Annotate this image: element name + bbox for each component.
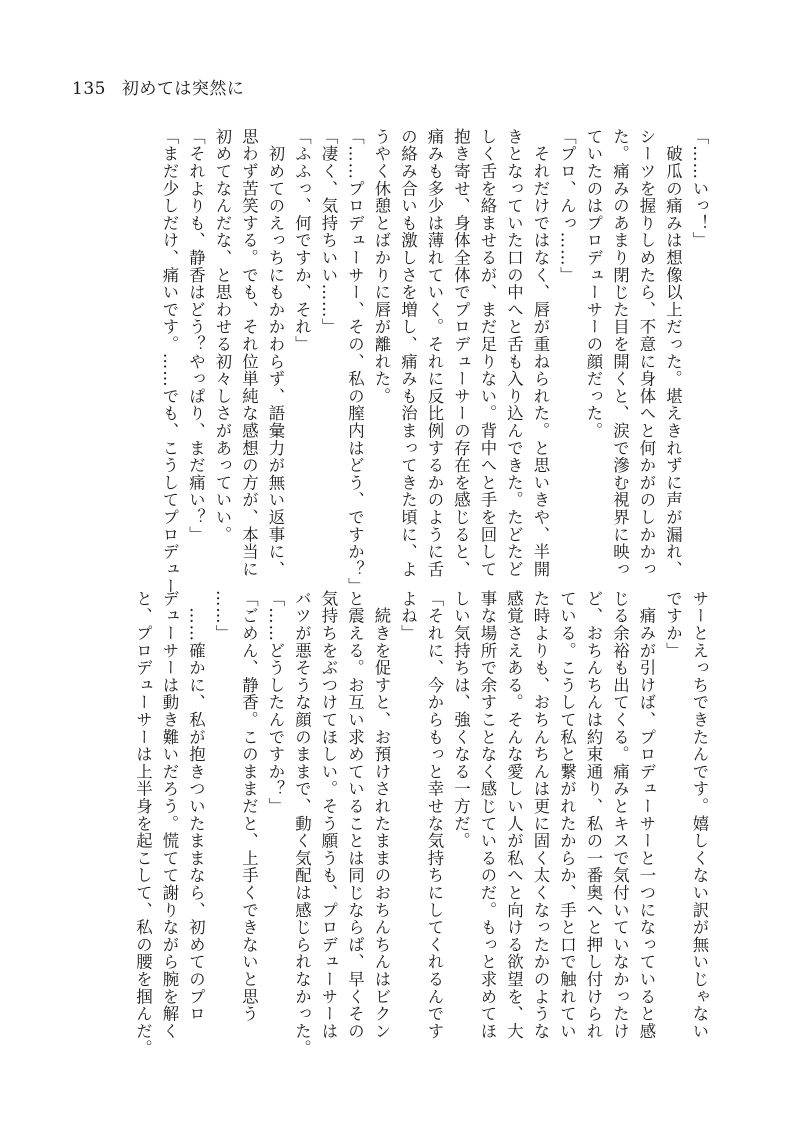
text-line: よね」: [398, 590, 418, 642]
text-line: 続きを促すと、お預けされたままのおちんちんはビクン: [372, 590, 391, 1040]
text-line: それだけではなく、唇が重ねられた。と思いきや、半開: [531, 128, 550, 578]
text-line: 抱き寄せ、身体全体でプロデューサーの存在を感じると、: [451, 128, 471, 578]
text-line: しく舌を絡ませるが、まだ足りない。背中へと手を回して: [478, 128, 497, 578]
text-line: 破瓜の痛みは想像以上だった。堪えきれずに声が漏れ、: [663, 128, 683, 578]
text-line: シーツを握りしめたら、不意に身体へと何かがのしかかっ: [637, 128, 656, 578]
text-line: 初めてのえっちにもかかわらず、語彙力が無い返事に、: [266, 128, 285, 578]
text-line: と、プロデューサーは上半身を起こして、私の腰を掴んだ。: [133, 590, 153, 1058]
text-line: 「まだ少しだけ、痛いです。……でも、こうしてプロデュー: [160, 128, 179, 596]
text-line: た時よりも、おちんちんは更に固く太くなったかのような: [531, 590, 550, 1040]
text-line: 「……どうしたんですか？」: [266, 590, 285, 815]
text-line: じる余裕も出てくる。痛みとキスで気付いていなかったけ: [610, 590, 630, 1040]
lower-text-block: [129, 590, 712, 1058]
upper-text-block: [156, 128, 713, 596]
text-line: バツが悪そうな顔のままで、動く気配は感じられなかった。: [292, 590, 312, 1058]
chapter-title: 初めては突然に: [121, 79, 245, 99]
text-line: 「ごめん、静香。このままだと、上手くできないと思う: [239, 590, 259, 1023]
text-line: ていたのはプロデューサーの顔だった。: [584, 128, 603, 440]
text-line: きとなっていた口の中へと舌も入り込んできた。たどたど: [504, 128, 524, 578]
text-line: 「プロ、んっ……」: [557, 128, 577, 284]
text-line: 「それよりも、静香はどう？やっぱり、まだ痛い？」: [186, 128, 206, 544]
text-line: しい気持ちは、強くなる一方だ。: [451, 590, 471, 850]
text-line: ……」: [213, 590, 232, 642]
text-line: ……確かに、私が抱きついたままなら、初めてのプロ: [186, 590, 206, 1023]
running-header: [72, 74, 244, 99]
text-line: 事な場所で余すことなく感じているのだ。もっと求めてほ: [478, 590, 497, 1040]
text-line: 「凄く、気持ちいい……」: [319, 128, 338, 336]
text-line: デューサーは動き難いだろう。慌てて謝りながら腕を解く: [160, 590, 179, 1040]
text-line: と震える。お互い求めていることは同じならば、早くその: [345, 590, 365, 1040]
text-line: 「それに、今からもっと幸せな気持ちにしてくれるんです: [425, 590, 444, 1040]
text-line: 気持ちをぶつけてほしい。そう願うも、プロデューサーは: [319, 590, 338, 1040]
text-line: 「……プロデューサー、その、私の膣内はどう、ですか？」: [345, 128, 365, 596]
page-number: 135: [72, 79, 106, 99]
text-line: うやく休憩とばかりに唇が離れた。: [372, 128, 391, 405]
text-line: 初めてなんだな、と思わせる初々しさがあっていい。: [213, 128, 232, 544]
text-line: 痛みも多少は薄れていく。それに反比例するかのように舌: [425, 128, 444, 578]
text-line: サーとえっちできたんです。嬉しくない訳が無いじゃない: [690, 590, 709, 1040]
text-line: 「……いっ！」: [690, 128, 709, 250]
text-line: 痛みが引けば、プロデューサーと一つになっていると感: [637, 590, 656, 1040]
text-line: 「ふふっ、何ですか、それ」: [292, 128, 312, 353]
text-line: 思わず苦笑する。でも、それ位単純な感想の方が、本当に: [239, 128, 259, 578]
text-line: の絡み合いも激しさを増し、痛みも治まってきた頃に、よ: [398, 128, 418, 578]
text-line: ど、おちんちんは約束通り、私の一番奥へと押し付けられ: [584, 590, 603, 1040]
text-line: ている。こうして私と繋がれたからか、手と口で触れてい: [557, 590, 577, 1040]
text-line: 感覚さえある。そんな愛しい人が私へと向ける欲望を、大: [504, 590, 524, 1040]
text-line: ですか」: [663, 590, 683, 660]
text-line: た。痛みのあまり閉じた目を開くと、涙で滲む視界に映っ: [610, 128, 630, 578]
